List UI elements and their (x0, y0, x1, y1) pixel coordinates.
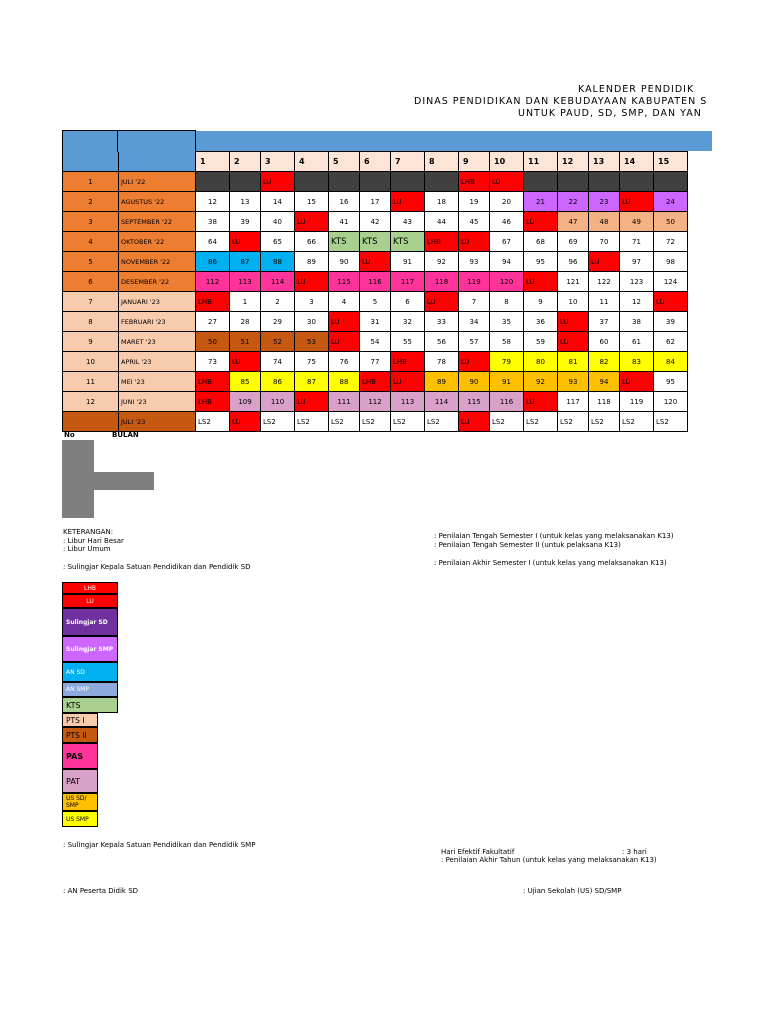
day-cell: 95 (524, 252, 558, 272)
legend-swatch: US SD/ SMP (62, 793, 98, 811)
day-cell: 114 (261, 272, 295, 292)
calendar-row (63, 192, 688, 212)
day-cell: KTS (329, 232, 360, 252)
day-cell: LS2 (261, 412, 295, 432)
day-cell: 58 (490, 332, 524, 352)
month-name: MARET '23 (119, 332, 196, 352)
day-cell (196, 172, 230, 192)
day-cell: 87 (230, 252, 261, 272)
day-cell: LU (329, 332, 360, 352)
day-cell: 113 (391, 392, 425, 412)
day-cell: 83 (620, 352, 654, 372)
day-cell: 1 (230, 292, 261, 312)
day-cell: 109 (230, 392, 261, 412)
day-header: 6 (360, 152, 391, 172)
day-cell: LS2 (360, 412, 391, 432)
day-cell: LU (329, 312, 360, 332)
day-cell: 112 (360, 392, 391, 412)
day-cell (295, 172, 329, 192)
day-cell: 22 (558, 192, 589, 212)
day-cell: LS2 (589, 412, 620, 432)
header-spacer (63, 152, 119, 172)
day-header: 10 (490, 152, 524, 172)
day-cell: 118 (425, 272, 459, 292)
legend-swatch: KTS (62, 697, 118, 713)
day-cell: 112 (196, 272, 230, 292)
day-cell: 62 (654, 332, 688, 352)
day-header: 4 (295, 152, 329, 172)
day-cell: 21 (524, 192, 558, 212)
day-cell: 3 (295, 292, 329, 312)
day-cell: 37 (589, 312, 620, 332)
day-cell: LS2 (295, 412, 329, 432)
day-cell: 120 (490, 272, 524, 292)
month-name: JULI '22 (119, 172, 196, 192)
day-cell: 92 (425, 252, 459, 272)
day-cell: 92 (524, 372, 558, 392)
day-cell: 118 (589, 392, 620, 412)
day-cell: 50 (654, 212, 688, 232)
row-number: 8 (63, 312, 119, 332)
legend-swatch: Sulingjar SD (62, 608, 118, 636)
day-header: 12 (558, 152, 589, 172)
day-cell: 124 (654, 272, 688, 292)
day-cell: LHB (196, 372, 230, 392)
day-cell (329, 172, 360, 192)
legend-swatch: PTS II (62, 727, 98, 743)
day-cell: 44 (425, 212, 459, 232)
day-cell: LS2 (196, 412, 230, 432)
day-cell: 80 (524, 352, 558, 372)
row-number: 11 (63, 372, 119, 392)
day-cell: 13 (230, 192, 261, 212)
day-cell: 110 (261, 392, 295, 412)
day-cell: 24 (654, 192, 688, 212)
hari-efektif-text: Hari Efektif Fakultatif (441, 848, 515, 856)
day-cell: 56 (425, 332, 459, 352)
month-name: JANUARI '23 (119, 292, 196, 312)
day-cell: 78 (425, 352, 459, 372)
day-cell: 85 (230, 372, 261, 392)
day-cell: 50 (196, 332, 230, 352)
day-cell: LU (295, 212, 329, 232)
day-cell: 39 (230, 212, 261, 232)
calendar-row (63, 392, 688, 412)
day-cell: 30 (295, 312, 329, 332)
day-cell: LHB (196, 292, 230, 312)
hari-efektif-value: : 3 hari (622, 848, 647, 856)
day-cell: 117 (558, 392, 589, 412)
month-name: FEBRUARI '23 (119, 312, 196, 332)
day-cell: LU (490, 172, 524, 192)
day-cell: LU (558, 332, 589, 352)
day-cell: 122 (589, 272, 620, 292)
day-cell: 12 (196, 192, 230, 212)
day-cell: 23 (589, 192, 620, 212)
calendar-row (63, 172, 688, 192)
calendar-row (63, 272, 688, 292)
no-label: No (64, 431, 75, 439)
row-number: 1 (63, 172, 119, 192)
day-cell (230, 172, 261, 192)
month-name: JUNI '23 (119, 392, 196, 412)
an-sd-text: : AN Peserta Didik SD (63, 887, 139, 895)
day-cell: 113 (230, 272, 261, 292)
month-name: NOVEMBER '22 (119, 252, 196, 272)
month-name: MEI '23 (119, 372, 196, 392)
row-number: 6 (63, 272, 119, 292)
day-cell: 68 (524, 232, 558, 252)
row-number: 10 (63, 352, 119, 372)
day-cell: 48 (589, 212, 620, 232)
day-cell: 12 (620, 292, 654, 312)
day-cell: 28 (230, 312, 261, 332)
legend-swatch: LHB (62, 582, 118, 594)
legend-swatch: US SMP (62, 811, 98, 827)
day-cell: 39 (654, 312, 688, 332)
legend-swatch: Sulingjar SMP (62, 636, 118, 662)
day-cell: KTS (360, 232, 391, 252)
gray-block (62, 440, 94, 518)
day-header: 11 (524, 152, 558, 172)
day-cell: 59 (524, 332, 558, 352)
calendar-row (63, 212, 688, 232)
libur-hari-besar-text: : Libur Hari Besar (63, 537, 124, 545)
day-cell: LHB (459, 172, 490, 192)
header-spacer (119, 152, 196, 172)
title-line-1: KALENDER PENDIDIK (578, 84, 695, 95)
day-cell: LHB (360, 372, 391, 392)
day-cell (524, 172, 558, 192)
day-cell: 89 (295, 252, 329, 272)
title-line-2: DINAS PENDIDIKAN DAN KEBUDAYAAN KABUPATEN S (414, 96, 708, 107)
day-cell: LHB (425, 232, 459, 252)
calendar-row (63, 252, 688, 272)
day-header: 2 (230, 152, 261, 172)
day-cell: 16 (329, 192, 360, 212)
calendar-row (63, 412, 688, 432)
pas-text: : Penilaian Akhir Semester I (untuk kelas yang melaksanakan K13) (434, 559, 667, 567)
row-number: 9 (63, 332, 119, 352)
day-cell: LS2 (620, 412, 654, 432)
day-cell: LU (459, 352, 490, 372)
day-cell: 53 (295, 332, 329, 352)
day-cell: 54 (360, 332, 391, 352)
row-number: 5 (63, 252, 119, 272)
day-cell (620, 172, 654, 192)
day-cell: 47 (558, 212, 589, 232)
day-cell: 120 (654, 392, 688, 412)
day-cell: 121 (558, 272, 589, 292)
day-cell: 81 (558, 352, 589, 372)
day-cell: LU (558, 312, 589, 332)
day-cell: LU (230, 352, 261, 372)
day-cell: 49 (620, 212, 654, 232)
day-cell: 9 (524, 292, 558, 312)
day-cell: 73 (196, 352, 230, 372)
legend-swatch: LU (62, 594, 118, 608)
legend-swatch: PTS I (62, 713, 98, 727)
title-line-3: UNTUK PAUD, SD, SMP, DAN YAN (518, 108, 702, 119)
day-cell (425, 172, 459, 192)
day-cell: LS2 (558, 412, 589, 432)
calendar-grid (62, 151, 688, 432)
day-cell: 2 (261, 292, 295, 312)
day-cell: LU (230, 412, 261, 432)
header-band (196, 131, 712, 151)
day-cell (589, 172, 620, 192)
calendar-row (63, 312, 688, 332)
day-cell: 93 (459, 252, 490, 272)
day-cell: LU (459, 232, 490, 252)
day-cell: 115 (459, 392, 490, 412)
day-cell: 42 (360, 212, 391, 232)
day-header: 8 (425, 152, 459, 172)
day-cell: LU (459, 412, 490, 432)
day-cell: 66 (295, 232, 329, 252)
day-cell: 123 (620, 272, 654, 292)
day-header: 14 (620, 152, 654, 172)
day-header: 1 (196, 152, 230, 172)
day-cell: LU (654, 292, 688, 312)
us-text: : Ujian Sekolah (US) SD/SMP (523, 887, 622, 895)
day-cell: LU (230, 232, 261, 252)
day-cell: 14 (261, 192, 295, 212)
day-cell (391, 172, 425, 192)
libur-umum-text: : Libur Umum (63, 545, 111, 553)
day-cell: LU (589, 252, 620, 272)
day-cell: 90 (329, 252, 360, 272)
day-cell: LS2 (425, 412, 459, 432)
day-cell: 61 (620, 332, 654, 352)
day-cell: LS2 (329, 412, 360, 432)
day-cell: 7 (459, 292, 490, 312)
gray-block-arm (94, 472, 154, 490)
day-cell: LU (620, 372, 654, 392)
calendar-row (63, 352, 688, 372)
calendar-row (63, 232, 688, 252)
day-cell: 40 (261, 212, 295, 232)
day-cell: 82 (589, 352, 620, 372)
day-cell: 20 (490, 192, 524, 212)
day-cell: 52 (261, 332, 295, 352)
day-cell: 74 (261, 352, 295, 372)
day-cell: 5 (360, 292, 391, 312)
day-cell: 29 (261, 312, 295, 332)
day-cell: 57 (459, 332, 490, 352)
day-cell: 10 (558, 292, 589, 312)
day-cell: 43 (391, 212, 425, 232)
day-cell: 116 (360, 272, 391, 292)
day-cell: 38 (196, 212, 230, 232)
row-number: 3 (63, 212, 119, 232)
calendar-row (63, 292, 688, 312)
day-cell: LS2 (490, 412, 524, 432)
legend-swatch: PAT (62, 769, 98, 793)
day-cell: 71 (620, 232, 654, 252)
day-cell: 36 (524, 312, 558, 332)
legend-swatch: AN SD (62, 662, 118, 682)
day-cell: 111 (329, 392, 360, 412)
row-number: 4 (63, 232, 119, 252)
day-cell: 114 (425, 392, 459, 412)
day-header: 3 (261, 152, 295, 172)
keterangan-heading: KETERANGAN: (63, 528, 114, 536)
day-cell: 94 (589, 372, 620, 392)
day-cell: 17 (360, 192, 391, 212)
day-cell: 72 (654, 232, 688, 252)
day-cell: 88 (329, 372, 360, 392)
month-name: APRIL '23 (119, 352, 196, 372)
day-header: 5 (329, 152, 360, 172)
day-cell: 84 (654, 352, 688, 372)
day-cell: LU (524, 272, 558, 292)
day-cell: 87 (295, 372, 329, 392)
day-cell: 86 (261, 372, 295, 392)
day-cell: LU (524, 392, 558, 412)
day-cell: 65 (261, 232, 295, 252)
month-name: OKTOBER '22 (119, 232, 196, 252)
day-cell: LHB (196, 392, 230, 412)
day-cell: 70 (589, 232, 620, 252)
day-cell: 91 (391, 252, 425, 272)
day-cell: LU (295, 272, 329, 292)
calendar-row (63, 372, 688, 392)
day-cell: 19 (459, 192, 490, 212)
day-cell (558, 172, 589, 192)
day-cell: 119 (459, 272, 490, 292)
bulan-label: BULAN (112, 431, 139, 439)
day-cell: 15 (295, 192, 329, 212)
day-cell: 31 (360, 312, 391, 332)
day-cell: 117 (391, 272, 425, 292)
day-cell: 90 (459, 372, 490, 392)
day-cell: 115 (329, 272, 360, 292)
day-cell: LU (391, 372, 425, 392)
sulingjar-sd-text: : Sulingjar Kepala Satuan Pendidikan dan Pendidik SD (63, 563, 251, 571)
day-header: 7 (391, 152, 425, 172)
day-cell: 55 (391, 332, 425, 352)
day-cell: 38 (620, 312, 654, 332)
day-cell: LS2 (524, 412, 558, 432)
day-cell: LU (391, 192, 425, 212)
row-number: 2 (63, 192, 119, 212)
day-cell: LU (620, 192, 654, 212)
pts1-text: : Penilaian Tengah Semester I (untuk kelas yang melaksanakan K13) (434, 532, 674, 540)
legend-swatch: AN SMP (62, 682, 118, 697)
calendar-row (63, 332, 688, 352)
day-cell: 97 (620, 252, 654, 272)
day-cell: 95 (654, 372, 688, 392)
sulingjar-smp-text: : Sulingjar Kepala Satuan Pendidikan dan Pendidik SMP (63, 841, 256, 849)
day-cell: 64 (196, 232, 230, 252)
row-number (63, 412, 119, 432)
day-cell: 76 (329, 352, 360, 372)
day-cell: 88 (261, 252, 295, 272)
day-cell: 96 (558, 252, 589, 272)
row-number: 12 (63, 392, 119, 412)
day-cell: 51 (230, 332, 261, 352)
day-cell: 34 (459, 312, 490, 332)
day-cell: 4 (329, 292, 360, 312)
month-name: SEPTEMBER '22 (119, 212, 196, 232)
legend-swatch: PAS (62, 743, 98, 769)
pat-text: : Penilaian Akhir Tahun (untuk kelas yang melaksanakan K13) (441, 856, 657, 864)
day-cell: 6 (391, 292, 425, 312)
day-cell: 77 (360, 352, 391, 372)
day-cell: 86 (196, 252, 230, 272)
day-cell: 35 (490, 312, 524, 332)
day-cell: LHB (391, 352, 425, 372)
day-cell: 79 (490, 352, 524, 372)
day-cell: LU (360, 252, 391, 272)
day-cell: 119 (620, 392, 654, 412)
day-cell: 89 (425, 372, 459, 392)
day-cell: 93 (558, 372, 589, 392)
day-cell: 69 (558, 232, 589, 252)
day-cell: 8 (490, 292, 524, 312)
day-cell: 27 (196, 312, 230, 332)
day-cell: 67 (490, 232, 524, 252)
day-cell: LU (261, 172, 295, 192)
day-cell: 116 (490, 392, 524, 412)
day-cell: LU (425, 292, 459, 312)
day-cell: 75 (295, 352, 329, 372)
day-cell: LS2 (391, 412, 425, 432)
day-cell: 60 (589, 332, 620, 352)
day-cell: 91 (490, 372, 524, 392)
day-header-row (63, 152, 688, 172)
day-header: 13 (589, 152, 620, 172)
day-cell: 33 (425, 312, 459, 332)
day-cell: 32 (391, 312, 425, 332)
day-header: 9 (459, 152, 490, 172)
pts2-text: : Penilaian Tengah Semester II (untuk pelaksana K13) (434, 541, 621, 549)
day-cell: KTS (391, 232, 425, 252)
day-cell: 94 (490, 252, 524, 272)
day-cell: 98 (654, 252, 688, 272)
day-cell: LU (524, 212, 558, 232)
day-cell: 11 (589, 292, 620, 312)
day-header: 15 (654, 152, 688, 172)
day-cell (360, 172, 391, 192)
day-cell: LS2 (654, 412, 688, 432)
day-cell: 45 (459, 212, 490, 232)
month-name: JULI '23 (119, 412, 196, 432)
row-number: 7 (63, 292, 119, 312)
day-cell: 46 (490, 212, 524, 232)
day-cell: 41 (329, 212, 360, 232)
month-name: DESEMBER '22 (119, 272, 196, 292)
day-cell: LU (295, 392, 329, 412)
day-cell (654, 172, 688, 192)
day-cell: 18 (425, 192, 459, 212)
month-name: AGUSTUS '22 (119, 192, 196, 212)
